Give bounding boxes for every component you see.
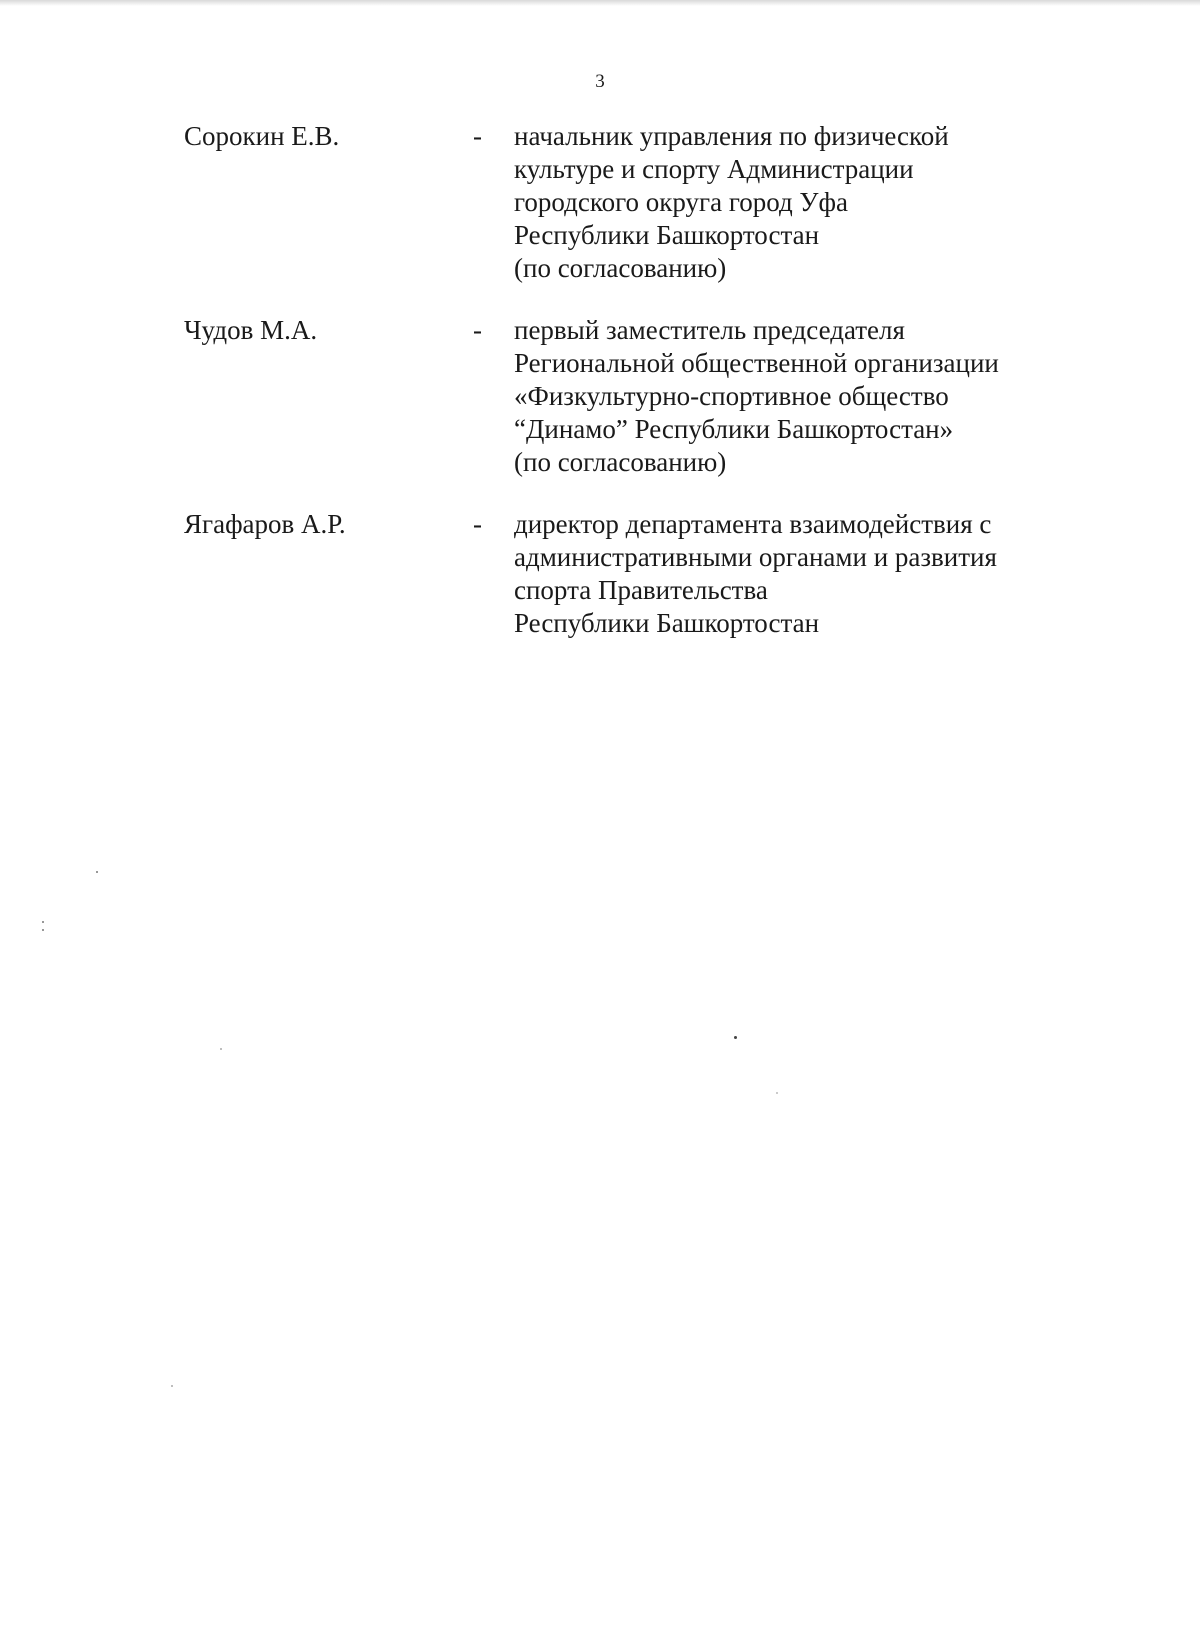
member-entry bbox=[0, 314, 1200, 508]
position-line: городского округа город Уфа bbox=[514, 187, 849, 217]
separator-dash: - bbox=[473, 315, 482, 345]
separator-dash: - bbox=[473, 121, 482, 151]
position-line: первый заместитель председателя bbox=[514, 315, 905, 345]
position-line: культуре и спорту Администрации bbox=[514, 154, 914, 184]
position-line: (по согласованию) bbox=[514, 253, 727, 283]
scan-speck bbox=[171, 1385, 173, 1387]
scan-speck bbox=[96, 871, 98, 873]
member-position bbox=[514, 314, 1074, 479]
position-line: начальник управления по физической bbox=[514, 121, 949, 151]
position-line: административными органами и развития bbox=[514, 542, 997, 572]
member-position bbox=[514, 120, 1074, 285]
member-list bbox=[0, 120, 1200, 702]
scan-top-edge bbox=[0, 0, 1200, 6]
scan-speck bbox=[776, 1092, 778, 1094]
position-line: Региональной общественной организации bbox=[514, 348, 999, 378]
member-entry bbox=[0, 508, 1200, 702]
position-line: Республики Башкортостан bbox=[514, 220, 820, 250]
scan-speck bbox=[734, 1036, 737, 1039]
page-number: 3 bbox=[595, 71, 605, 92]
position-line: Республики Башкортостан bbox=[514, 608, 820, 638]
separator-dash: - bbox=[473, 509, 482, 539]
scan-speck bbox=[42, 929, 44, 931]
scan-speck bbox=[220, 1048, 222, 1050]
member-name: Сорокин Е.В. bbox=[184, 121, 340, 151]
position-line: “Динамо” Республики Башкортостан» bbox=[514, 414, 954, 444]
member-entry bbox=[0, 120, 1200, 314]
position-line: «Физкультурно-спортивное общество bbox=[514, 381, 949, 411]
position-line: спорта Правительства bbox=[514, 575, 768, 605]
member-position bbox=[514, 508, 1074, 640]
member-name: Чудов М.А. bbox=[184, 315, 318, 345]
position-line: (по согласованию) bbox=[514, 447, 727, 477]
position-line: директор департамента взаимодействия с bbox=[514, 509, 992, 539]
member-name: Ягафаров А.Р. bbox=[184, 509, 346, 539]
scan-speck bbox=[42, 921, 44, 923]
